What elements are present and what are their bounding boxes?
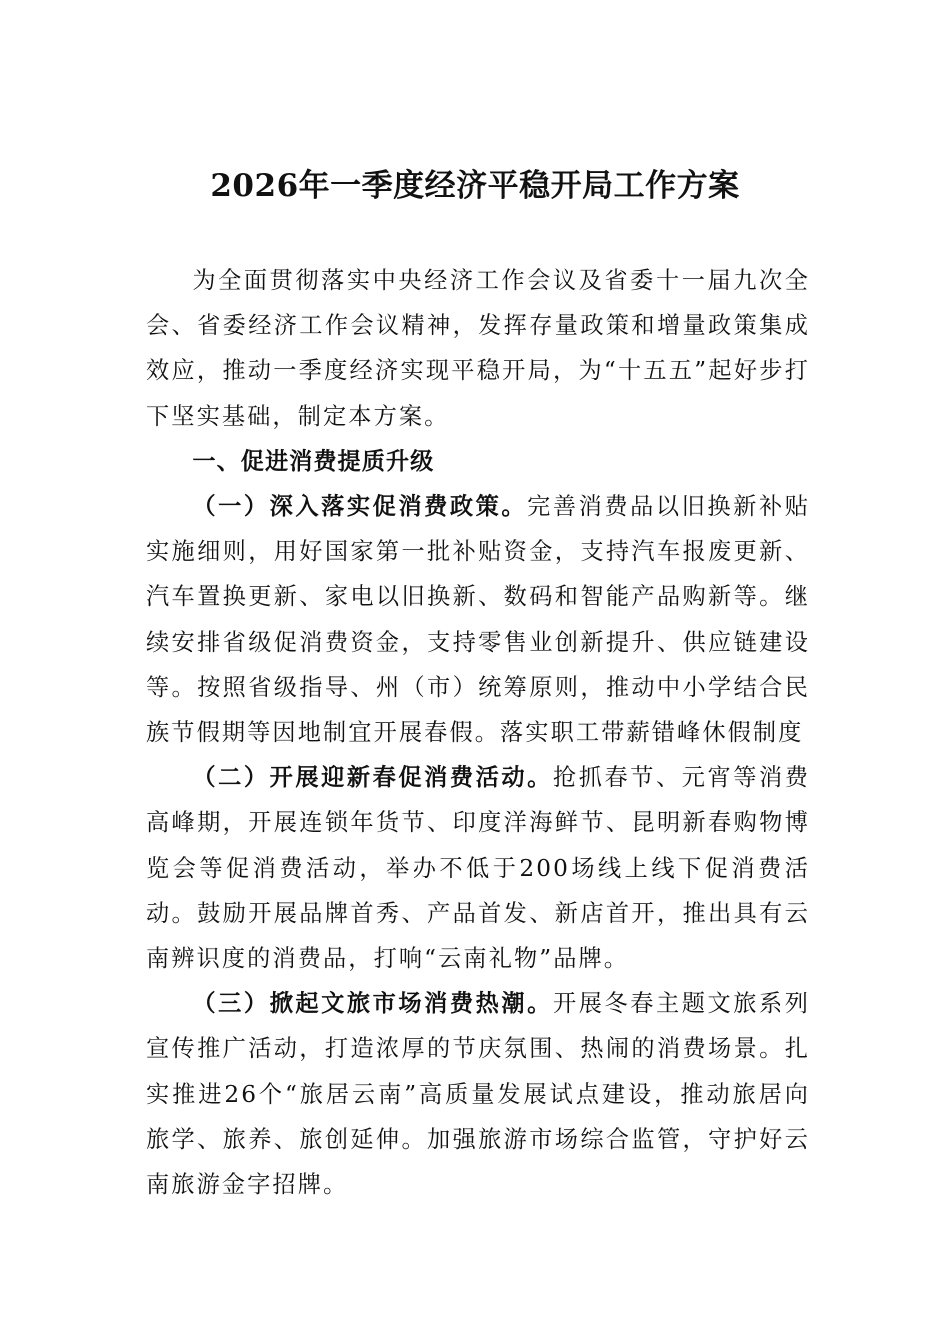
- item-paragraph-3: [146, 981, 810, 1207]
- section-heading: 一、促进消费提质升级: [192, 447, 435, 475]
- document-title: 2026年一季度经济平稳开局工作方案: [210, 168, 740, 204]
- item-paragraph-1: [146, 484, 810, 755]
- item-lead-3: （三）掀起文旅市场消费热潮。: [192, 990, 553, 1018]
- item-lead-1: （一）深入落实促消费政策。: [192, 493, 528, 521]
- document-body: [146, 258, 810, 1207]
- item-text-1: 完善消费品以旧换新补贴实施细则，用好国家第一批补贴资金，支持汽车报废更新、汽车置换更新、家电以旧换新、数码和智能产品购新等。继续安排省级促消费资金，支持零售业创新提升、供应链建设等。按照省级指导、州（市）统筹原则，推动中小学结合民族节假期等因地制宜开展春假。落实职工带薪错峰休假制度: [146, 493, 810, 747]
- intro-paragraph: 为全面贯彻落实中央经济工作会议及省委十一届九次全会、省委经济工作会议精神，发挥存量政策和增量政策集成效应，推动一季度经济实现平稳开局，为“十五五”起好步打下坚实基础，制定本方案。: [146, 267, 810, 430]
- item-paragraph-2: [146, 755, 810, 981]
- item-text-3: 开展冬春主题文旅系列宣传推广活动，打造浓厚的节庆氛围、热闹的消费场景。扎实推进26个“旅居云南”高质量发展试点建设，推动旅居向旅学、旅养、旅创延伸。加强旅游市场综合监管，守护好云南旅游金字招牌。: [146, 990, 810, 1199]
- item-text-2: 抢抓春节、元宵等消费高峰期，开展连锁年货节、印度洋海鲜节、昆明新春购物博览会等促消费活动，举办不低于200场线上线下促消费活动。鼓励开展品牌首秀、产品首发、新店首开，推出具有云南辨识度的消费品，打响“云南礼物”品牌。: [146, 764, 810, 973]
- item-lead-2: （二）开展迎新春促消费活动。: [192, 764, 553, 792]
